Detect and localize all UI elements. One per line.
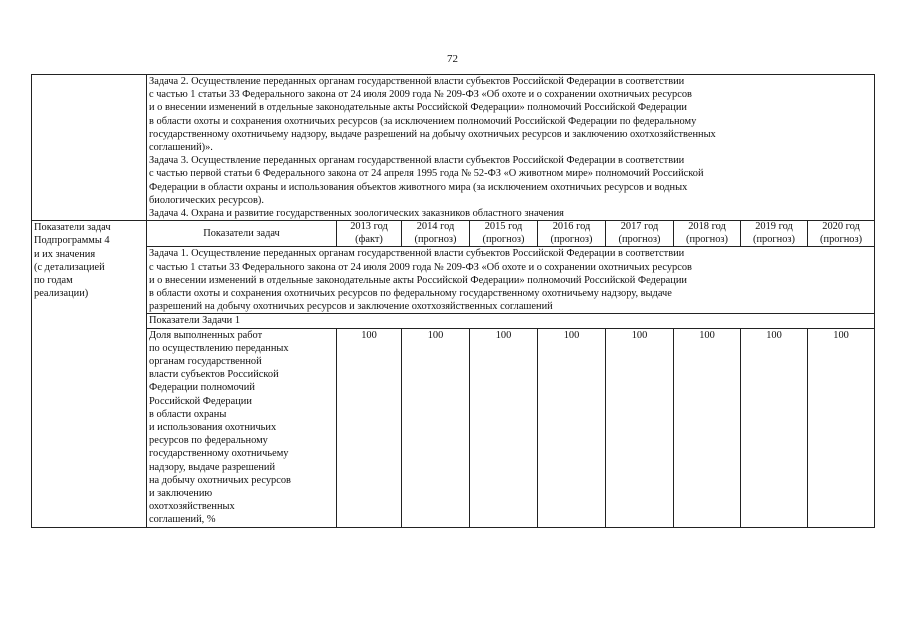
year-kind: (прогноз) [482, 233, 525, 245]
indicator-name-line: надзору, выдаче разрешений [149, 461, 276, 473]
indicator-name-line: на добычу охотничьих ресурсов [149, 474, 291, 486]
year-label: 2016 год [552, 221, 591, 233]
task1-row [32, 247, 875, 314]
left-label-line: и их значения [34, 248, 96, 260]
tasks-cell [147, 75, 875, 221]
task-3 [149, 154, 872, 207]
indicator-value-2019: 100 [741, 328, 808, 527]
indicator-name-line: и заключению [149, 488, 213, 500]
year-label: 2020 год [822, 221, 860, 233]
indicator-name-line: государственному охотничьему [149, 448, 289, 460]
indicator-name-line: власти субъектов Российской [149, 369, 279, 381]
task-4 [149, 207, 872, 220]
year-kind: (прогноз) [820, 233, 863, 245]
indicator-name-line: соглашений, % [149, 514, 216, 526]
header-year-2020 [808, 221, 875, 247]
left-label-line: Показатели задач [34, 222, 111, 234]
header-year-2015 [470, 221, 538, 247]
task1-cell [147, 247, 875, 314]
task-line: Задача 3. Осуществление переданных органам государственной власти субъектов Российской Федерации в соответствии [149, 155, 685, 167]
year-kind: (прогноз) [753, 233, 795, 245]
year-label: 2019 год [755, 221, 793, 233]
year-label: 2015 год [484, 221, 523, 233]
left-label-line: (с детализацией [34, 261, 105, 273]
year-label: 2018 год [688, 221, 726, 233]
indicator-value-2020: 100 [808, 328, 875, 527]
task-line: и о внесении изменений в отдельные законодательные акты Российской Федерации» полномочий Российской Федерации [149, 102, 687, 114]
year-kind: (факт) [355, 233, 383, 245]
indicator-name-line: и использования охотничьих [149, 422, 277, 434]
indicator-name-line: Российской Федерации [149, 395, 252, 407]
header-year-2014 [402, 221, 470, 247]
task-line: в области охоты и сохранения охотничьих ресурсов (за исключением полномочий Российской Федерации по федеральному [149, 115, 697, 127]
indicator-value-2017: 100 [606, 328, 674, 527]
task-line: разрешений на добычу охотничьих ресурсов и заключение охотхозяйственных соглашений [149, 301, 553, 313]
indicator-value-2015: 100 [470, 328, 538, 527]
indicators-label-cell [32, 221, 147, 527]
indicator-name-cell [147, 328, 337, 527]
header-year-2016 [538, 221, 606, 247]
left-label-line: по годам [34, 275, 73, 287]
task-line: в области охоты и сохранения охотничьих ресурсов по федеральному государственному охотничьему надзору, выдаче [149, 288, 672, 300]
task-line: Задача 2. Осуществление переданных органам государственной власти субъектов Российской Федерации в соответствии [149, 76, 685, 87]
header-year-2019 [741, 221, 808, 247]
header-year-2018 [674, 221, 741, 247]
indicator-name-line: Федерации полномочий [149, 382, 255, 394]
task-line: государственному охотничьему надзору, выдаче разрешений на добычу охотничьих ресурсов и заключению охотхозяйственных [149, 128, 716, 140]
task-line: с частью 1 статьи 33 Федерального закона от 24 июля 2009 года № 209-ФЗ «Об охоте и о сохранении охотничьих ресурсов [149, 261, 692, 273]
year-kind: (прогноз) [686, 233, 728, 245]
program-table [31, 74, 875, 528]
tasks-row [32, 75, 875, 221]
task1-indicators-title: Показатели Задачи 1 [147, 314, 875, 328]
indicator-row [32, 328, 875, 527]
header-row [32, 221, 875, 247]
year-label: 2013 год [350, 221, 388, 233]
task-line: соглашений)». [149, 142, 213, 154]
indicator-name-line: по осуществлению переданных [149, 342, 289, 354]
empty-label-cell [32, 75, 147, 221]
year-kind: (прогноз) [618, 233, 661, 245]
left-label-line: Подпрограммы 4 [34, 235, 110, 247]
indicator-value-2018: 100 [674, 328, 741, 527]
year-label: 2014 год [416, 221, 455, 233]
left-label-line: реализации) [34, 288, 89, 300]
task-line: с частью 1 статьи 33 Федерального закона от 24 июля 2009 года № 209-ФЗ «Об охоте и о сохранении охотничьих ресурсов [149, 89, 692, 101]
indicator-name-line: Доля выполненных работ [149, 329, 263, 341]
task-2 [149, 75, 872, 154]
indicator-name-line: ресурсов по федеральному [149, 435, 268, 447]
year-kind: (прогноз) [550, 233, 593, 245]
indicator-value-2013: 100 [337, 328, 402, 527]
page-number: 72 [447, 53, 458, 65]
year-kind: (прогноз) [414, 233, 457, 245]
task-line: Федерации в области охраны и использования объектов животного мира (за исключением охотничьих ресурсов и водных [149, 181, 688, 193]
task-line: Задача 4. Охрана и развитие государственных зоологических заказников областного значения [149, 208, 564, 220]
year-label: 2017 год [620, 221, 659, 233]
task-line: биологических ресурсов). [149, 194, 264, 206]
indicator-value-2014: 100 [402, 328, 470, 527]
header-year-2017 [606, 221, 674, 247]
task-line: Задача 1. Осуществление переданных органам государственной власти субъектов Российской Федерации в соответствии [149, 248, 685, 260]
indicator-value-2016: 100 [538, 328, 606, 527]
indicator-name-line: охотхозяйственных [149, 501, 235, 513]
header-year-2013 [337, 221, 402, 247]
task-line: с частью первой статьи 6 Федерального закона от 24 апреля 1995 года № 52-ФЗ «О животном мире» полномочий Российской [149, 168, 704, 180]
header-indicator-name: Показатели задач [147, 221, 337, 247]
indicator-name-line: в области охраны [149, 408, 227, 420]
task1-indicators-title-row [32, 314, 875, 328]
task-line: и о внесении изменений в отдельные законодательные акты Российской Федерации» полномочий Российской Федерации [149, 274, 687, 286]
indicator-name-line: органам государственной [149, 356, 262, 368]
